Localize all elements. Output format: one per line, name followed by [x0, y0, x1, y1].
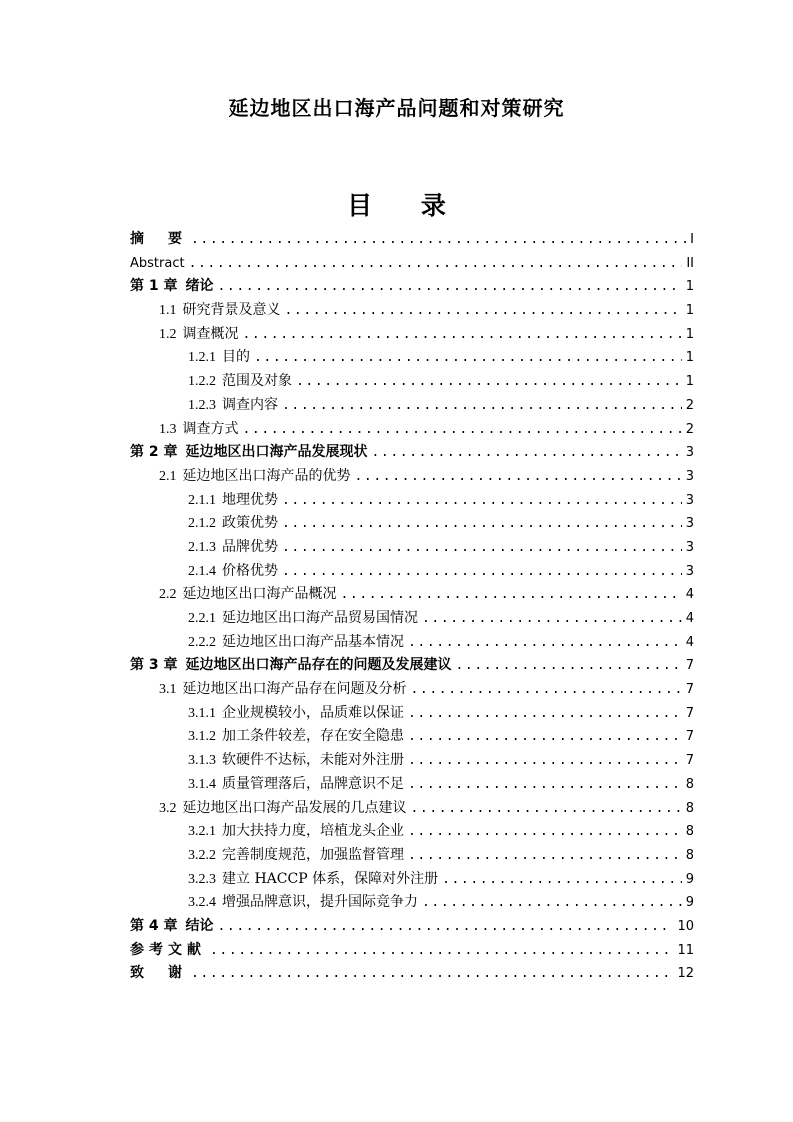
toc-entry-label: 调查概况: [182, 325, 239, 342]
toc-leader-dots: [282, 394, 682, 418]
toc-entry[interactable]: [130, 844, 698, 868]
toc-entry-label: 摘 要: [130, 231, 187, 247]
toc-entry-label: 调查方式: [182, 420, 239, 437]
toc-entry-number: 第 3 章: [130, 657, 178, 674]
toc-entry[interactable]: [130, 299, 698, 323]
toc-entry-number: 2.2: [159, 587, 177, 603]
toc-entry-number: 3.1: [159, 682, 177, 698]
toc-entry-page: 2: [685, 397, 694, 413]
toc-leader-dots: [189, 252, 683, 276]
toc-entry-page: 7: [685, 729, 694, 745]
toc-entry-page: 7: [685, 753, 694, 769]
toc-leader-dots: [282, 560, 682, 584]
toc-leader-dots: [243, 323, 682, 347]
toc-entry-label: 延边地区出口海产品概况: [182, 586, 337, 603]
toc-entry-label: 结论: [185, 917, 214, 934]
toc-entry[interactable]: [130, 654, 698, 678]
toc-entry-page: 4: [685, 634, 694, 650]
toc-entry[interactable]: [130, 915, 698, 939]
document-title: 延边地区出口海产品问题和对策研究: [228, 96, 565, 120]
toc-entry-page: 8: [685, 847, 694, 863]
toc-entry[interactable]: [130, 275, 698, 299]
toc-leader-dots: [408, 773, 682, 797]
toc-leader-dots: [442, 868, 682, 892]
toc-entry-label: 地理优势: [222, 491, 278, 508]
toc-leader-dots: [456, 654, 682, 678]
toc-entry-label: 建立 HACCP 体系，保障对外注册: [222, 870, 439, 887]
toc-entry[interactable]: [130, 346, 698, 370]
toc-entry-label: 延边地区出口海产品存在的问题及发展建议: [185, 657, 452, 674]
toc-entry-page: II: [686, 255, 694, 271]
toc-entry-number: 3.1.4: [188, 776, 216, 792]
toc-leader-dots: [296, 370, 682, 394]
toc-entry-page: 10: [677, 918, 694, 934]
toc-entry-page: 11: [677, 942, 694, 958]
toc-entry-number: 2.2.2: [188, 634, 216, 650]
toc-entry-page: 8: [685, 776, 694, 792]
toc-leader-dots: [218, 275, 682, 299]
toc-entry-number: 2.1.4: [188, 563, 216, 579]
toc-entry[interactable]: [130, 725, 698, 749]
toc-entry-number: 3.2.2: [188, 847, 216, 863]
toc-entry-label: 完善制度规范，加强监督管理: [222, 846, 404, 863]
toc-entry-label: 延边地区出口海产品发展的几点建议: [182, 799, 407, 816]
toc-leader-dots: [408, 725, 682, 749]
toc-entry[interactable]: [130, 536, 698, 560]
toc-leader-dots: [243, 418, 682, 442]
toc-entry[interactable]: [130, 631, 698, 655]
toc-entry-number: 1.2.3: [188, 397, 216, 413]
toc-leader-dots: [254, 346, 682, 370]
toc-leader-dots: [408, 844, 682, 868]
toc-leader-dots: [408, 820, 682, 844]
toc-entry-number: 3.2.1: [188, 824, 216, 840]
toc-entry[interactable]: [130, 252, 698, 276]
toc-entry-page: 4: [685, 587, 694, 603]
toc-entry-number: 2.1.2: [188, 516, 216, 532]
toc-leader-dots: [408, 702, 682, 726]
toc-leader-dots: [191, 962, 673, 986]
toc-entry[interactable]: [130, 323, 698, 347]
toc-entry-label: 延边地区出口海产品贸易国情况: [222, 610, 418, 626]
toc-entry-page: 1: [685, 326, 694, 342]
toc-entry-page: 8: [685, 800, 694, 816]
toc-entry-label: 企业规模较小，品质难以保证: [222, 704, 404, 721]
toc-entry-label: 增强品牌意识，提升国际竞争力: [222, 894, 418, 911]
toc-entry-number: 2.1.1: [188, 492, 216, 508]
toc-entry-label: 加工条件较差，存在安全隐患: [222, 728, 404, 745]
toc-leader-dots: [411, 797, 682, 821]
toc-leader-dots: [282, 536, 682, 560]
toc-entry[interactable]: [130, 512, 698, 536]
toc-entry[interactable]: [130, 749, 698, 773]
toc-entry[interactable]: [130, 939, 698, 963]
toc-entry-label: 目的: [222, 349, 250, 366]
toc-leader-dots: [191, 228, 686, 252]
toc-entry-label: 政策优势: [222, 515, 278, 532]
toc-entry-number: 1.2.1: [188, 350, 216, 366]
toc-entry-page: 1: [685, 350, 694, 366]
toc-entry-number: 3.1.1: [188, 705, 216, 721]
toc-entry-label: 研究背景及意义: [182, 302, 281, 319]
toc-entry-page: 3: [685, 563, 694, 579]
toc-entry[interactable]: [130, 441, 698, 465]
toc-entry-label: 致 谢: [130, 965, 187, 982]
table-of-contents: [130, 228, 698, 986]
toc-entry-label: 价格优势: [222, 562, 278, 579]
toc-entry[interactable]: [130, 228, 698, 252]
toc-entry-page: 3: [685, 539, 694, 555]
toc-entry-number: 第 2 章: [130, 444, 178, 461]
toc-entry-number: 3.1.3: [188, 753, 216, 769]
toc-entry[interactable]: [130, 797, 698, 821]
toc-entry[interactable]: [130, 820, 698, 844]
toc-leader-dots: [218, 915, 674, 939]
toc-leader-dots: [210, 939, 673, 963]
toc-entry-page: 9: [685, 895, 694, 911]
toc-entry-label: 延边地区出口海产品的优势: [182, 467, 351, 484]
toc-entry[interactable]: [130, 394, 698, 418]
toc-entry-label: 调查内容: [222, 396, 278, 413]
toc-entry[interactable]: [130, 370, 698, 394]
toc-leader-dots: [411, 678, 682, 702]
toc-entry-number: 3.2: [159, 800, 177, 816]
toc-entry-number: 3.1.2: [188, 729, 216, 745]
toc-entry-label: 品牌优势: [222, 538, 278, 555]
toc-entry-number: 2.1.3: [188, 539, 216, 555]
toc-entry[interactable]: [130, 773, 698, 797]
toc-entry-page: 8: [685, 824, 694, 840]
toc-entry[interactable]: [130, 465, 698, 489]
toc-entry[interactable]: [130, 607, 698, 631]
toc-leader-dots: [282, 489, 682, 513]
toc-leader-dots: [408, 749, 682, 773]
toc-entry-number: 1.3: [159, 421, 177, 437]
toc-heading: 目 录: [347, 191, 466, 220]
toc-entry-page: 2: [685, 421, 694, 437]
toc-entry-page: 7: [685, 658, 694, 674]
toc-entry-number: 2.2.1: [188, 611, 216, 626]
toc-entry[interactable]: [130, 583, 698, 607]
toc-leader-dots: [422, 891, 682, 915]
toc-entry-number: 3.2.4: [188, 895, 216, 911]
toc-entry-label: 延边地区出口海产品存在问题及分析: [182, 681, 407, 698]
toc-entry-label: 绪论: [185, 278, 214, 295]
toc-entry-page: 7: [685, 705, 694, 721]
toc-entry-label: 加大扶持力度，培植龙头企业: [222, 823, 404, 840]
toc-entry[interactable]: [130, 868, 698, 892]
toc-leader-dots: [355, 465, 682, 489]
toc-entry[interactable]: [130, 962, 698, 986]
toc-entry[interactable]: [130, 891, 698, 915]
toc-entry-number: 1.2.2: [188, 374, 216, 390]
toc-entry-page: 1: [685, 303, 694, 319]
toc-entry-page: 1: [685, 374, 694, 390]
toc-entry-number: 2.1: [159, 468, 177, 484]
toc-entry-number: 1.1: [159, 303, 177, 319]
toc-leader-dots: [408, 631, 682, 655]
toc-entry-label: 延边地区出口海产品基本情况: [222, 633, 404, 650]
toc-entry-number: 第 4 章: [130, 917, 178, 934]
toc-entry[interactable]: [130, 489, 698, 513]
toc-leader-dots: [282, 512, 682, 536]
toc-entry-label: Abstract: [130, 255, 185, 271]
toc-leader-dots: [372, 441, 682, 465]
toc-entry-page: 12: [677, 966, 694, 982]
toc-entry-number: 3.2.3: [188, 871, 216, 887]
toc-leader-dots: [285, 299, 682, 323]
toc-entry[interactable]: [130, 418, 698, 442]
toc-entry-page: 3: [685, 468, 694, 484]
toc-entry-label: 参考文献: [130, 941, 206, 958]
toc-leader-dots: [422, 607, 682, 631]
toc-entry-page: 3: [685, 445, 694, 461]
toc-entry-page: 9: [685, 871, 694, 887]
toc-entry[interactable]: [130, 560, 698, 584]
toc-entry-label: 软硬件不达标，未能对外注册: [222, 752, 404, 769]
toc-entry[interactable]: [130, 702, 698, 726]
toc-entry-label: 延边地区出口海产品发展现状: [185, 444, 368, 461]
toc-entry-page: 4: [685, 611, 694, 626]
toc-entry-number: 第 1 章: [130, 278, 178, 295]
toc-entry-page: I: [690, 232, 694, 247]
toc-entry-label: 质量管理落后，品牌意识不足: [222, 775, 404, 792]
toc-entry[interactable]: [130, 678, 698, 702]
toc-leader-dots: [341, 583, 682, 607]
toc-entry-page: 3: [685, 492, 694, 508]
toc-entry-label: 范围及对象: [222, 373, 292, 390]
toc-entry-page: 3: [685, 516, 694, 532]
toc-entry-page: 7: [685, 682, 694, 698]
toc-entry-page: 1: [685, 279, 694, 295]
toc-entry-number: 1.2: [159, 326, 177, 342]
